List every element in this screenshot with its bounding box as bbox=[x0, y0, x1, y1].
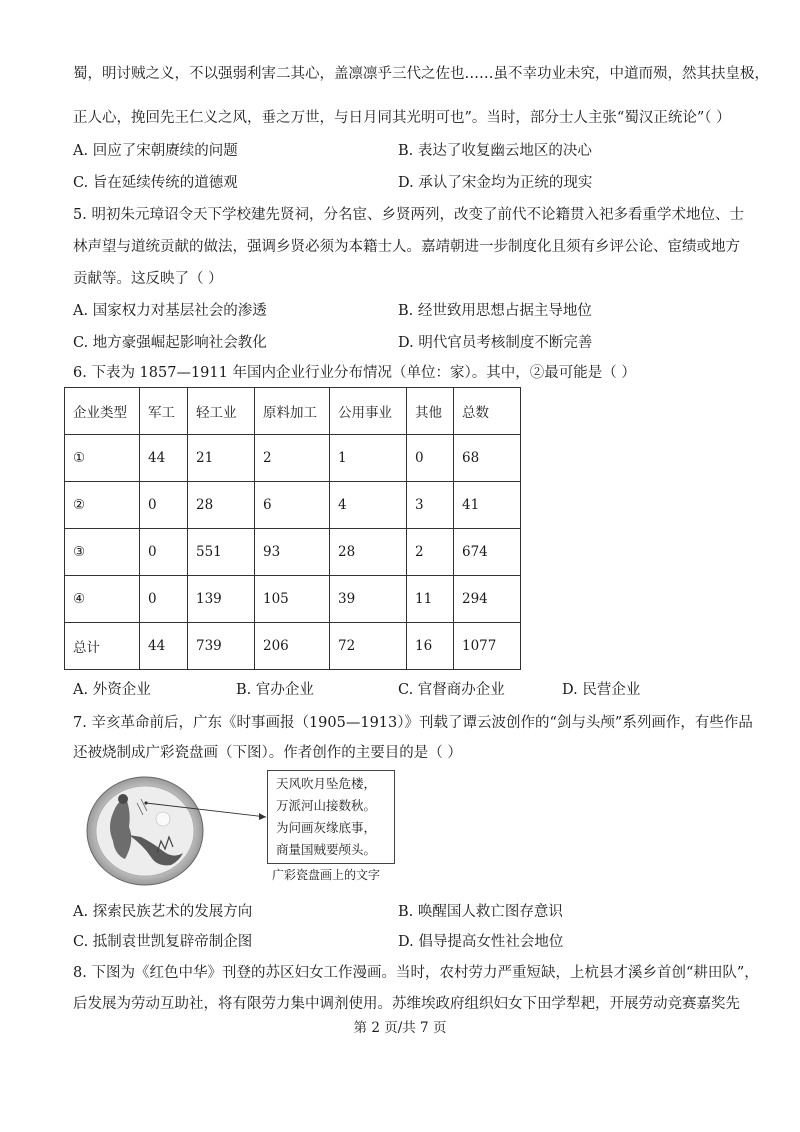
table-cell: 2 bbox=[255, 435, 330, 482]
table-cell: 6 bbox=[255, 482, 330, 529]
poem-line: 商量国贼要颅头。 bbox=[276, 842, 377, 857]
table-cell: 2 bbox=[407, 529, 454, 576]
table-cell: 16 bbox=[407, 623, 454, 670]
q4-option-b[interactable]: B. 表达了收复幽云地区的决心 bbox=[398, 143, 592, 159]
q7-option-d[interactable]: D. 倡导提高女性社会地位 bbox=[398, 934, 564, 950]
table-header-cell: 其他 bbox=[407, 388, 454, 435]
poem-line: 万派河山接数秋。 bbox=[276, 798, 377, 813]
enterprise-distribution-table bbox=[64, 387, 521, 670]
table-row bbox=[65, 482, 521, 529]
table-cell: 39 bbox=[330, 576, 407, 623]
q6-option-d[interactable]: D. 民营企业 bbox=[562, 682, 641, 698]
table-cell: ④ bbox=[65, 576, 140, 623]
poem-line: 为问画灰缘底事， bbox=[276, 820, 377, 835]
table-cell: 0 bbox=[140, 576, 188, 623]
q4-option-a[interactable]: A. 回应了宋朝赓续的问题 bbox=[73, 143, 238, 159]
table-cell: 68 bbox=[454, 435, 521, 482]
table-header-cell: 总数 bbox=[454, 388, 521, 435]
table-header-cell: 军工 bbox=[140, 388, 188, 435]
table-row bbox=[65, 623, 521, 670]
table-cell: 105 bbox=[255, 576, 330, 623]
q8-stem-line-2: 后发展为劳动互助社，将有限劳力集中调剂使用。苏维埃政府组织妇女下田学犁耙，开展劳动竞赛嘉奖先 bbox=[73, 996, 740, 1012]
table-cell: ③ bbox=[65, 529, 140, 576]
q4-stem-line-1: 蜀，明讨贼之义，不以强弱利害二其心，盖凛凛乎三代之佐也……虽不幸功业未究，中道而殒，然其扶皇极， bbox=[73, 66, 769, 82]
table-cell: 44 bbox=[140, 623, 188, 670]
table-cell: 674 bbox=[454, 529, 521, 576]
q8-stem-line-1: 8. 下图为《红色中华》刊登的苏区妇女工作漫画。当时，农村劳力严重短缺，上杭县才溪乡首创“耕田队”， bbox=[73, 965, 759, 981]
table-header-cell: 原料加工 bbox=[255, 388, 330, 435]
table-cell: 93 bbox=[255, 529, 330, 576]
table-cell: 1 bbox=[330, 435, 407, 482]
q4-option-d[interactable]: D. 承认了宋金均为正统的现实 bbox=[398, 175, 593, 191]
q6-option-c[interactable]: C. 官督商办企业 bbox=[398, 682, 505, 698]
table-cell: 294 bbox=[454, 576, 521, 623]
q5-option-a[interactable]: A. 国家权力对基层社会的渗透 bbox=[73, 303, 267, 319]
q6-option-a[interactable]: A. 外资企业 bbox=[73, 682, 151, 698]
table-cell: 21 bbox=[188, 435, 255, 482]
table-cell: ① bbox=[65, 435, 140, 482]
table-cell: 28 bbox=[330, 529, 407, 576]
q7-option-c[interactable]: C. 抵制袁世凯复辟帝制企图 bbox=[73, 934, 253, 950]
table-cell: 28 bbox=[188, 482, 255, 529]
q5-option-b[interactable]: B. 经世致用思想占据主导地位 bbox=[398, 303, 592, 319]
q4-stem-line-2: 正人心，挽回先王仁义之风，垂之万世，与日月同其光明可也”。当时，部分士人主张“蜀汉正统论”（ ） bbox=[73, 110, 731, 126]
table-cell: 0 bbox=[140, 482, 188, 529]
table-cell: 总计 bbox=[65, 623, 140, 670]
q5-option-c[interactable]: C. 地方豪强崛起影响社会教化 bbox=[73, 335, 267, 351]
table-header-row bbox=[65, 388, 521, 435]
table-cell: 1077 bbox=[454, 623, 521, 670]
table-cell: 739 bbox=[188, 623, 255, 670]
table-row bbox=[65, 529, 521, 576]
table-cell: 206 bbox=[255, 623, 330, 670]
table-cell: ② bbox=[65, 482, 140, 529]
q6-stem: 6. 下表为 1857—1911 年国内企业行业分布情况（单位：家）。其中，②最可能是（ ） bbox=[73, 365, 636, 381]
q7-option-a[interactable]: A. 探索民族艺术的发展方向 bbox=[73, 904, 253, 920]
table-cell: 41 bbox=[454, 482, 521, 529]
table-row bbox=[65, 435, 521, 482]
table-header-cell: 企业类型 bbox=[65, 388, 140, 435]
table-cell: 139 bbox=[188, 576, 255, 623]
q7-stem-line-2: 还被烧制成广彩瓷盘画（下图）。作者创作的主要目的是（ ） bbox=[73, 745, 462, 761]
q4-option-c[interactable]: C. 旨在延续传统的道德观 bbox=[73, 175, 238, 191]
table-cell: 11 bbox=[407, 576, 454, 623]
table-header-cell: 轻工业 bbox=[188, 388, 255, 435]
poem-line: 天风吹月坠危楼， bbox=[276, 776, 377, 791]
q7-option-b[interactable]: B. 唤醒国人救亡图存意识 bbox=[398, 904, 563, 920]
table-cell: 3 bbox=[407, 482, 454, 529]
table-cell: 44 bbox=[140, 435, 188, 482]
porcelain-plate-image bbox=[85, 775, 205, 887]
q5-stem-line-3: 贡献等。这反映了（ ） bbox=[73, 271, 223, 287]
table-row bbox=[65, 576, 521, 623]
q6-option-b[interactable]: B. 官办企业 bbox=[236, 682, 314, 698]
table-cell: 0 bbox=[140, 529, 188, 576]
page-footer: 第 2 页/共 7 页 bbox=[353, 1020, 447, 1036]
table-cell: 4 bbox=[330, 482, 407, 529]
table-cell: 551 bbox=[188, 529, 255, 576]
table-header-cell: 公用事业 bbox=[330, 388, 407, 435]
q7-stem-line-1: 7. 辛亥革命前后，广东《时事画报（1905—1913）》刊载了谭云波创作的“剑与头颅”系列画作，有些作品 bbox=[73, 715, 753, 731]
table-cell: 72 bbox=[330, 623, 407, 670]
q5-stem-line-1: 5. 明初朱元璋诏令天下学校建先贤祠，分名宦、乡贤两列，改变了前代不论籍贯入祀多看重学术地位、士 bbox=[73, 207, 744, 223]
table-cell: 0 bbox=[407, 435, 454, 482]
plate-caption: 广彩瓷盘画上的文字 bbox=[272, 868, 381, 882]
plate-inscription-box bbox=[267, 770, 395, 864]
q5-stem-line-2: 林声望与道统贡献的做法，强调乡贤必须为本籍士人。嘉靖朝进一步制度化且须有乡评公论、宦绩或地方 bbox=[73, 239, 740, 255]
q5-option-d[interactable]: D. 明代官员考核制度不断完善 bbox=[398, 335, 593, 351]
